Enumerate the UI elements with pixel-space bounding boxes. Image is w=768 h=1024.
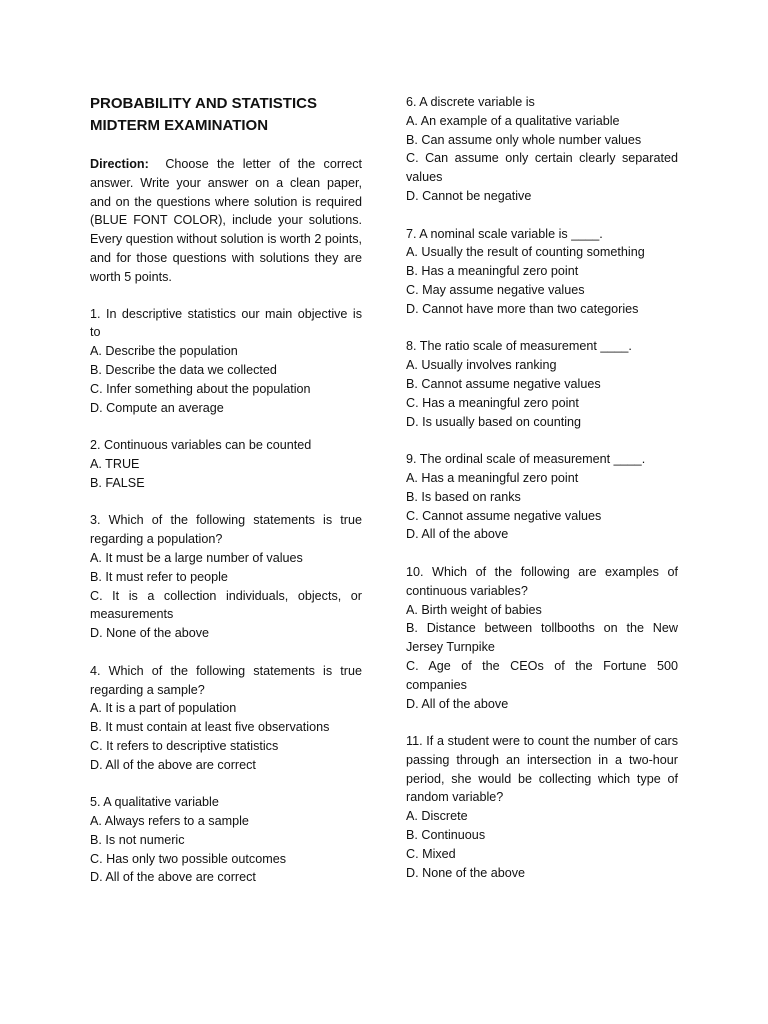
answer-option: A. Has a meaningful zero point [406,470,579,485]
question-5 [90,793,362,887]
answer-option: A. An example of a qualitative variable [406,113,620,128]
exam-title-line-1: PROBABILITY AND STATISTICS [90,95,317,112]
answer-option: B. It must contain at least five observations [90,720,330,735]
answer-option: C. Age of the CEOs of the Fortune 500 companies [406,658,678,692]
direction-paragraph [90,155,362,287]
answer-option: B. Distance between tollbooths on the New Jersey Turnpike [406,621,678,655]
answer-option: C. Cannot assume negative values [406,508,602,523]
question-2 [90,436,362,492]
answer-option: C. Can assume only certain clearly separated values [406,151,678,185]
answer-option: D. All of the above [406,696,509,711]
direction-label: Direction: [90,157,149,171]
answer-option: A. It must be a large number of values [90,550,303,565]
question-stem: 3. Which of the following statements is true regarding a population? [90,513,362,547]
answer-option: C. Has only two possible outcomes [90,851,286,866]
answer-option: D. All of the above are correct [90,870,256,885]
answer-option: A. TRUE [90,456,140,471]
right-column [406,93,678,901]
direction-text: Choose the letter of the correct answer. Write your answer on a clean paper, and on the questions where solution is required (BLUE FONT COLOR), include your solutions. Every question without solution is worth 2 points, and for those questions with solutions they are worth 5 points. [90,157,363,284]
question-stem: 6. A discrete variable is [406,95,535,109]
left-column [90,93,362,906]
answer-option: C. Mixed [406,846,456,861]
answer-option: C. Infer something about the population [90,381,311,396]
answer-option: C. Has a meaningful zero point [406,395,579,410]
answer-option: B. Continuous [406,828,486,843]
question-stem: 8. The ratio scale of measurement ____. [406,339,632,354]
question-11 [406,732,678,882]
answer-option: B. Is not numeric [90,832,185,847]
exam-title-line-2: MIDTERM EXAMINATION [90,117,269,134]
answer-option: B. It must refer to people [90,569,228,584]
exam-title [90,93,362,137]
answer-option: C. It is a collection individuals, objects, or measurements [90,588,362,622]
answer-option: D. All of the above are correct [90,757,256,772]
question-8 [406,337,678,431]
answer-option: C. May assume negative values [406,282,585,297]
question-1 [90,305,362,418]
answer-option: C. It refers to descriptive statistics [90,738,279,753]
question-10 [406,563,678,713]
answer-option: A. It is a part of population [90,701,237,716]
answer-option: D. Cannot be negative [406,188,532,203]
question-9 [406,450,678,544]
answer-option: A. Discrete [406,809,468,824]
question-6 [406,93,678,206]
answer-option: D. Is usually based on counting [406,414,582,429]
answer-option: B. Can assume only whole number values [406,132,642,147]
answer-option: B. Has a meaningful zero point [406,264,579,279]
answer-option: D. None of the above [406,865,526,880]
answer-option: D. Compute an average [90,400,224,415]
answer-option: D. All of the above [406,527,509,542]
question-stem: 2. Continuous variables can be counted [90,438,312,453]
question-stem: 11. If a student were to count the number of cars passing through an intersection in a two-hour period, she would be collecting which type of random variable? [406,734,678,805]
question-stem: 9. The ordinal scale of measurement ____. [406,452,646,467]
question-stem: 1. In descriptive statistics our main objective is to [90,306,362,340]
answer-option: A. Describe the population [90,344,238,359]
question-stem: 5. A qualitative variable [90,795,219,810]
answer-option: B. FALSE [90,475,145,490]
answer-option: A. Usually involves ranking [406,358,557,373]
answer-option: D. None of the above [90,626,210,641]
question-stem: 4. Which of the following statements is true regarding a sample? [90,663,362,697]
question-stem: 10. Which of the following are examples of continuous variables? [406,564,678,598]
question-stem: 7. A nominal scale variable is ____. [406,226,603,241]
answer-option: A. Usually the result of counting something [406,245,645,260]
question-3 [90,511,362,643]
question-4 [90,662,362,775]
answer-option: B. Is based on ranks [406,489,521,504]
answer-option: B. Cannot assume negative values [406,376,601,391]
answer-option: D. Cannot have more than two categories [406,301,639,316]
answer-option: A. Birth weight of babies [406,602,542,617]
answer-option: A. Always refers to a sample [90,814,249,829]
question-7 [406,225,678,319]
answer-option: B. Describe the data we collected [90,362,277,377]
